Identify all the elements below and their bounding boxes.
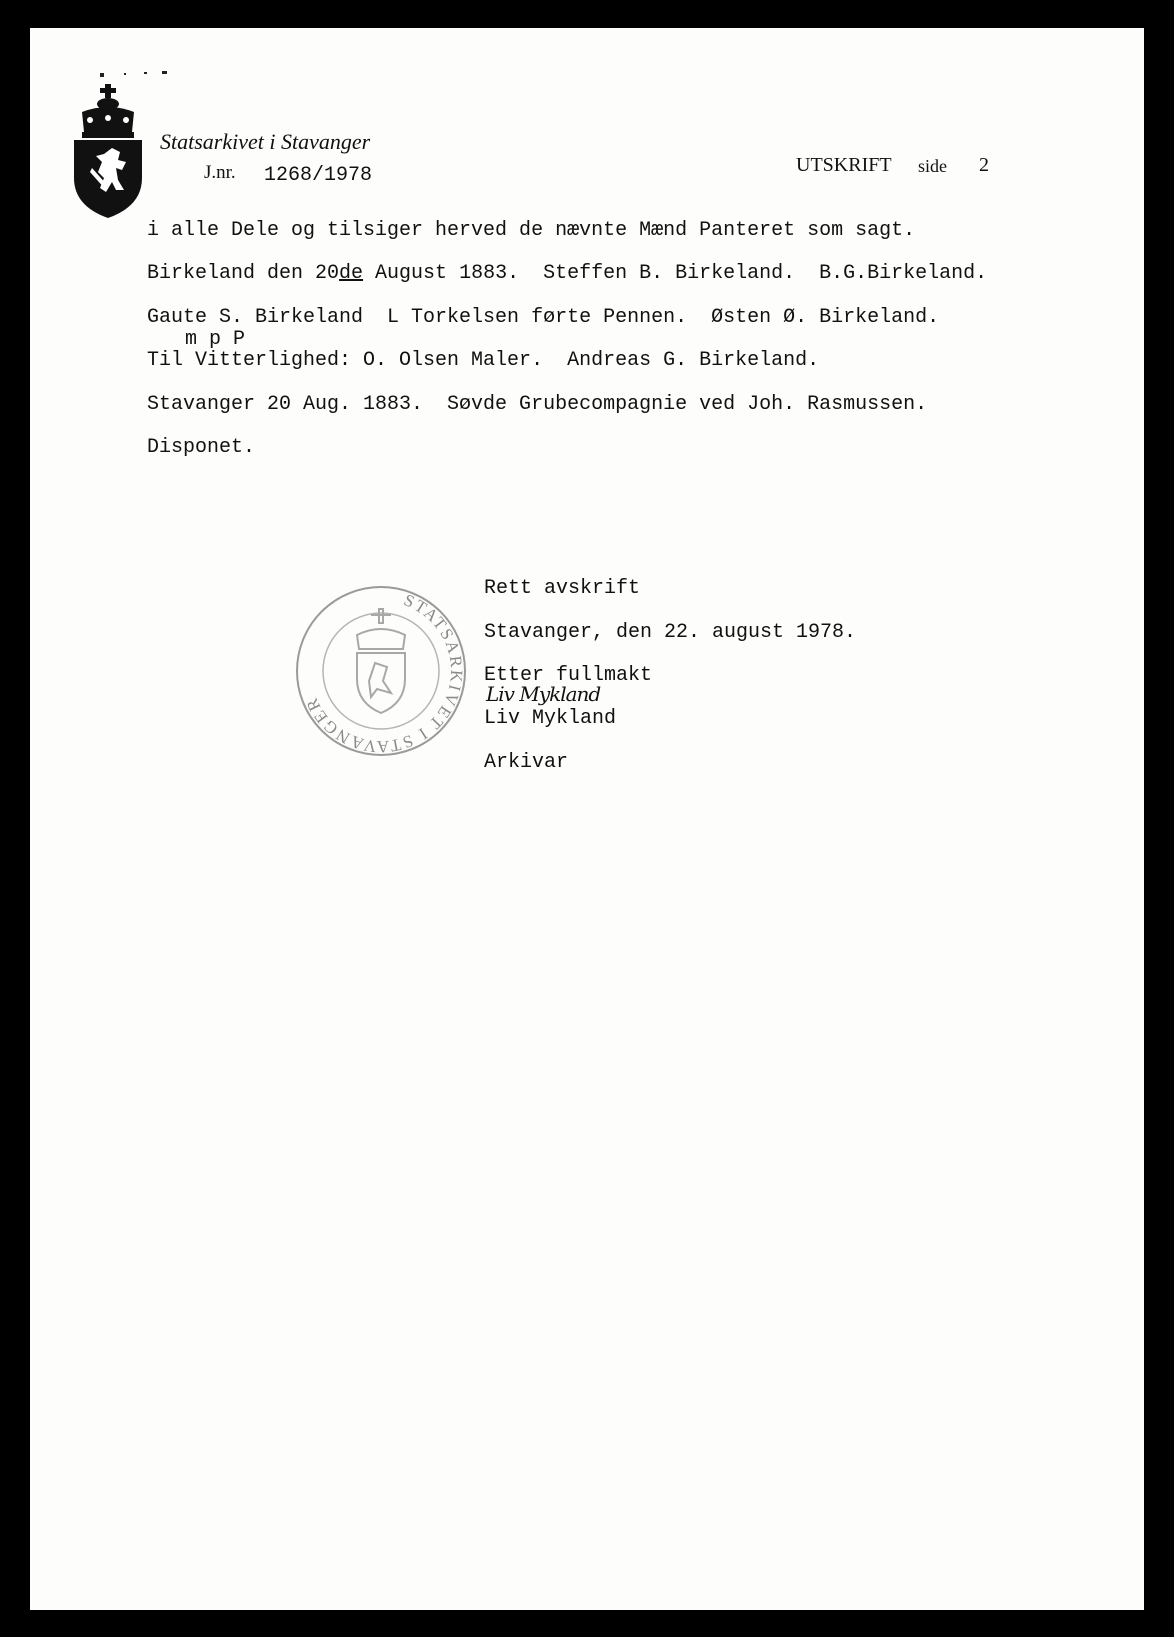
rett-avskrift: Rett avskrift <box>484 577 641 600</box>
body-line-1: i alle Dele og tilsiger herved de nævnte Mænd Panteret som sagt. <box>147 219 916 242</box>
place-date: Stavanger, den 22. august 1978. <box>484 621 857 644</box>
official-stamp <box>293 583 469 759</box>
etter-fullmakt: Etter fullmakt <box>484 664 653 687</box>
stamp-crest-icon <box>357 609 405 713</box>
stamp-text: STATSARKIVET I STAVANGER <box>301 590 467 757</box>
body-line-2-start: Birkeland den 20 <box>147 262 340 285</box>
page-number: 2 <box>979 154 989 176</box>
institution-name: Statsarkivet i Stavanger <box>160 129 371 154</box>
scan-marks <box>100 70 170 80</box>
coat-of-arms-icon <box>72 82 144 220</box>
body-line-4: Til Vitterlighed: O. Olsen Maler. Andreas G. Birkeland. <box>147 349 820 372</box>
body-line-2-underlined: de <box>339 262 364 285</box>
document-page <box>30 28 1144 1610</box>
body-line-3-sub: m p P <box>185 328 246 351</box>
body-line-5: Stavanger 20 Aug. 1883. Søvde Grubecompagnie ved Joh. Rasmussen. <box>147 393 928 416</box>
side-label: side <box>918 156 947 176</box>
signer-title: Arkivar <box>484 751 569 774</box>
body-line-2 <box>147 264 987 284</box>
utskrift-label: UTSKRIFT <box>796 154 892 176</box>
body-line-6: Disponet. <box>147 436 256 459</box>
jnr-value: 1268/1978 <box>264 164 373 187</box>
body-line-2-end: August 1883. Steffen B. Birkeland. B.G.Birkeland. <box>363 262 988 285</box>
body-line-3: Gaute S. Birkeland L Torkelsen førte Pennen. Østen Ø. Birkeland. <box>147 306 940 329</box>
signer-name: Liv Mykland <box>484 707 617 730</box>
jnr-label: J.nr. <box>204 162 236 183</box>
handwritten-signature: Liv Mykland <box>486 682 601 706</box>
